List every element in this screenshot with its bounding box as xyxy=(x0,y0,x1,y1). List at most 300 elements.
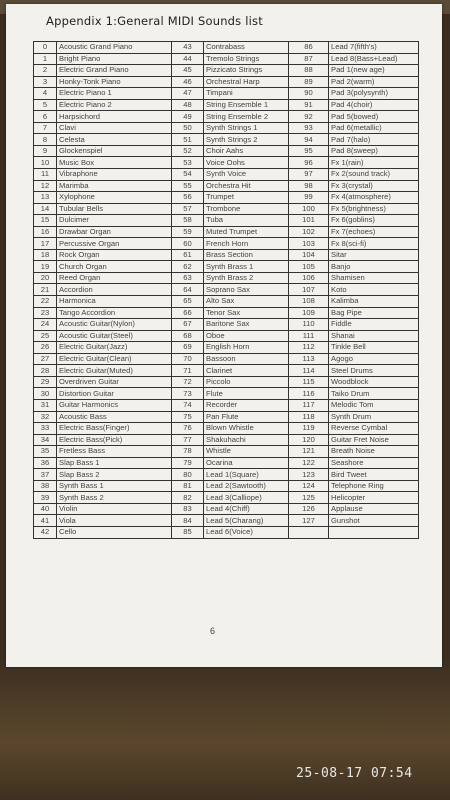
instrument-name: Breath Noise xyxy=(329,446,419,458)
instrument-name: Lead 6(Voice) xyxy=(204,526,289,538)
instrument-name: Baritone Sax xyxy=(204,319,289,331)
instrument-name: Voice Oohs xyxy=(204,157,289,169)
instrument-name: Pizzicato Strings xyxy=(204,65,289,77)
program-number: 124 xyxy=(289,480,329,492)
program-number: 26 xyxy=(34,342,57,354)
instrument-name: Cello xyxy=(57,526,172,538)
program-number: 105 xyxy=(289,261,329,273)
program-number: 76 xyxy=(172,423,204,435)
instrument-name: Xylophone xyxy=(57,192,172,204)
program-number: 103 xyxy=(289,238,329,250)
table-row xyxy=(34,272,419,284)
table-row xyxy=(34,53,419,65)
instrument-name: Pad 2(warm) xyxy=(329,76,419,88)
instrument-name: Synth Strings 1 xyxy=(204,122,289,134)
instrument-name: Fx 7(echoes) xyxy=(329,226,419,238)
table-row xyxy=(34,480,419,492)
instrument-name: Fx 3(crystal) xyxy=(329,180,419,192)
program-number: 19 xyxy=(34,261,57,273)
table-row xyxy=(34,192,419,204)
program-number: 15 xyxy=(34,215,57,227)
program-number: 54 xyxy=(172,169,204,181)
instrument-name: Fx 4(atmosphere) xyxy=(329,192,419,204)
program-number: 42 xyxy=(34,526,57,538)
instrument-name: Electric Guitar(Clean) xyxy=(57,353,172,365)
program-number: 83 xyxy=(172,503,204,515)
program-number: 85 xyxy=(172,526,204,538)
instrument-name: Violin xyxy=(57,503,172,515)
instrument-name: Flute xyxy=(204,388,289,400)
program-number: 89 xyxy=(289,76,329,88)
program-number: 106 xyxy=(289,272,329,284)
table-row xyxy=(34,330,419,342)
program-number: 113 xyxy=(289,353,329,365)
instrument-name: Bright Piano xyxy=(57,53,172,65)
program-number: 25 xyxy=(34,330,57,342)
program-number: 84 xyxy=(172,515,204,527)
table-row xyxy=(34,434,419,446)
instrument-name: Synth Brass 1 xyxy=(204,261,289,273)
program-number: 114 xyxy=(289,365,329,377)
instrument-name: Contrabass xyxy=(204,42,289,54)
program-number: 34 xyxy=(34,434,57,446)
program-number: 66 xyxy=(172,307,204,319)
instrument-name: Bag Pipe xyxy=(329,307,419,319)
program-number: 11 xyxy=(34,169,57,181)
program-number: 74 xyxy=(172,399,204,411)
program-number: 93 xyxy=(289,122,329,134)
instrument-name: Electric Guitar(Jazz) xyxy=(57,342,172,354)
program-number: 88 xyxy=(289,65,329,77)
program-number: 17 xyxy=(34,238,57,250)
program-number: 59 xyxy=(172,226,204,238)
program-number: 52 xyxy=(172,145,204,157)
program-number: 126 xyxy=(289,503,329,515)
program-number: 23 xyxy=(34,307,57,319)
program-number: 119 xyxy=(289,423,329,435)
program-number: 51 xyxy=(172,134,204,146)
instrument-name: Drawbar Organ xyxy=(57,226,172,238)
instrument-name: Pad 4(choir) xyxy=(329,99,419,111)
instrument-name: Dulcimer xyxy=(57,215,172,227)
instrument-name: Alto Sax xyxy=(204,296,289,308)
program-number: 90 xyxy=(289,88,329,100)
program-number: 62 xyxy=(172,261,204,273)
table-row xyxy=(34,365,419,377)
instrument-name: Tenor Sax xyxy=(204,307,289,319)
instrument-name: Muted Trumpet xyxy=(204,226,289,238)
instrument-name: Choir Aahs xyxy=(204,145,289,157)
instrument-name: Ocarina xyxy=(204,457,289,469)
program-number: 6 xyxy=(34,111,57,123)
program-number: 107 xyxy=(289,284,329,296)
table-row xyxy=(34,65,419,77)
program-number: 38 xyxy=(34,480,57,492)
instrument-name: Rock Organ xyxy=(57,249,172,261)
table-row xyxy=(34,203,419,215)
program-number: 57 xyxy=(172,203,204,215)
program-number: 29 xyxy=(34,376,57,388)
instrument-name: Guitar Harmonics xyxy=(57,399,172,411)
table-row xyxy=(34,492,419,504)
instrument-name: Orchestra Hit xyxy=(204,180,289,192)
program-number: 97 xyxy=(289,169,329,181)
program-number: 112 xyxy=(289,342,329,354)
table-row xyxy=(34,307,419,319)
instrument-name: Tremolo Strings xyxy=(204,53,289,65)
instrument-name: Synth Strings 2 xyxy=(204,134,289,146)
program-number: 115 xyxy=(289,376,329,388)
instrument-name: Agogo xyxy=(329,353,419,365)
instrument-name: String Ensemble 1 xyxy=(204,99,289,111)
program-number: 108 xyxy=(289,296,329,308)
instrument-name: Electric Piano 1 xyxy=(57,88,172,100)
instrument-name: Harmonica xyxy=(57,296,172,308)
instrument-name: Blown Whistle xyxy=(204,423,289,435)
instrument-name: Bird Tweet xyxy=(329,469,419,481)
instrument-name: Shakuhachi xyxy=(204,434,289,446)
instrument-name: Steel Drums xyxy=(329,365,419,377)
table-row xyxy=(34,423,419,435)
instrument-name: Shanai xyxy=(329,330,419,342)
program-number: 127 xyxy=(289,515,329,527)
program-number: 18 xyxy=(34,249,57,261)
program-number: 80 xyxy=(172,469,204,481)
instrument-name: Synth Voice xyxy=(204,169,289,181)
instrument-name: Tubular Bells xyxy=(57,203,172,215)
program-number: 64 xyxy=(172,284,204,296)
instrument-name: Acoustic Grand Piano xyxy=(57,42,172,54)
instrument-name: Soprano Sax xyxy=(204,284,289,296)
instrument-name: Oboe xyxy=(204,330,289,342)
instrument-name: Glockenspiel xyxy=(57,145,172,157)
instrument-name: Guitar Fret Noise xyxy=(329,434,419,446)
instrument-name: Pad 5(bowed) xyxy=(329,111,419,123)
instrument-name: Bassoon xyxy=(204,353,289,365)
instrument-name: Percussive Organ xyxy=(57,238,172,250)
table-row xyxy=(34,457,419,469)
instrument-name: Koto xyxy=(329,284,419,296)
program-number: 116 xyxy=(289,388,329,400)
table-row xyxy=(34,296,419,308)
program-number: 101 xyxy=(289,215,329,227)
instrument-name: Accordion xyxy=(57,284,172,296)
program-number: 10 xyxy=(34,157,57,169)
table-row xyxy=(34,157,419,169)
program-number: 77 xyxy=(172,434,204,446)
table-row xyxy=(34,376,419,388)
instrument-name: Fx 5(brightness) xyxy=(329,203,419,215)
program-number: 87 xyxy=(289,53,329,65)
program-number: 60 xyxy=(172,238,204,250)
instrument-name: Pad 8(sweep) xyxy=(329,145,419,157)
instrument-name: Pad 7(halo) xyxy=(329,134,419,146)
instrument-name: Marimba xyxy=(57,180,172,192)
program-number: 44 xyxy=(172,53,204,65)
instrument-name: Lead 2(Sawtooth) xyxy=(204,480,289,492)
instrument-name: Banjo xyxy=(329,261,419,273)
table-row xyxy=(34,284,419,296)
instrument-name: Reverse Cymbal xyxy=(329,423,419,435)
instrument-name: Lead 7(fifth's) xyxy=(329,42,419,54)
instrument-name: String Ensemble 2 xyxy=(204,111,289,123)
table-row xyxy=(34,42,419,54)
instrument-name: Acoustic Guitar(Nylon) xyxy=(57,319,172,331)
table-row xyxy=(34,226,419,238)
program-number: 81 xyxy=(172,480,204,492)
program-number xyxy=(289,526,329,538)
program-number: 4 xyxy=(34,88,57,100)
program-number: 49 xyxy=(172,111,204,123)
photo-timestamp: 25-08-17 07:54 xyxy=(296,766,413,781)
program-number: 122 xyxy=(289,457,329,469)
instrument-name: Telephone Ring xyxy=(329,480,419,492)
instrument-name: Synth Brass 2 xyxy=(204,272,289,284)
program-number: 12 xyxy=(34,180,57,192)
program-number: 14 xyxy=(34,203,57,215)
instrument-name: Brass Section xyxy=(204,249,289,261)
page-number: 6 xyxy=(210,626,216,636)
instrument-name: Reed Organ xyxy=(57,272,172,284)
program-number: 13 xyxy=(34,192,57,204)
program-number: 1 xyxy=(34,53,57,65)
instrument-name: Electric Guitar(Muted) xyxy=(57,365,172,377)
table-row xyxy=(34,111,419,123)
program-number: 102 xyxy=(289,226,329,238)
program-number: 109 xyxy=(289,307,329,319)
instrument-name: Fiddle xyxy=(329,319,419,331)
instrument-name: Pad 1(new age) xyxy=(329,65,419,77)
table-row xyxy=(34,238,419,250)
instrument-name: Trombone xyxy=(204,203,289,215)
table-row xyxy=(34,261,419,273)
program-number: 121 xyxy=(289,446,329,458)
instrument-name: Gunshot xyxy=(329,515,419,527)
program-number: 96 xyxy=(289,157,329,169)
program-number: 70 xyxy=(172,353,204,365)
instrument-name: Shamisen xyxy=(329,272,419,284)
instrument-name: Lead 8(Bass+Lead) xyxy=(329,53,419,65)
instrument-name: Clavi xyxy=(57,122,172,134)
program-number: 24 xyxy=(34,319,57,331)
program-number: 9 xyxy=(34,145,57,157)
program-number: 7 xyxy=(34,122,57,134)
instrument-name: Church Organ xyxy=(57,261,172,273)
program-number: 48 xyxy=(172,99,204,111)
program-number: 111 xyxy=(289,330,329,342)
instrument-name: Melodic Tom xyxy=(329,399,419,411)
instrument-name: Orchestral Harp xyxy=(204,76,289,88)
program-number: 94 xyxy=(289,134,329,146)
table-row xyxy=(34,134,419,146)
instrument-name: Distortion Guitar xyxy=(57,388,172,400)
instrument-name: Overdriven Guitar xyxy=(57,376,172,388)
program-number: 33 xyxy=(34,423,57,435)
instrument-name: Acoustic Guitar(Steel) xyxy=(57,330,172,342)
program-number: 5 xyxy=(34,99,57,111)
program-number: 73 xyxy=(172,388,204,400)
program-number: 56 xyxy=(172,192,204,204)
instrument-name: Electric Piano 2 xyxy=(57,99,172,111)
program-number: 79 xyxy=(172,457,204,469)
table-row xyxy=(34,399,419,411)
instrument-name: Trumpet xyxy=(204,192,289,204)
program-number: 63 xyxy=(172,272,204,284)
program-number: 61 xyxy=(172,249,204,261)
table-row xyxy=(34,180,419,192)
program-number: 117 xyxy=(289,399,329,411)
program-number: 37 xyxy=(34,469,57,481)
instrument-name: Music Box xyxy=(57,157,172,169)
instrument-name: Clarinet xyxy=(204,365,289,377)
program-number: 98 xyxy=(289,180,329,192)
table-row xyxy=(34,353,419,365)
table-row xyxy=(34,122,419,134)
program-number: 8 xyxy=(34,134,57,146)
program-number: 32 xyxy=(34,411,57,423)
instrument-name: Whistle xyxy=(204,446,289,458)
program-number: 123 xyxy=(289,469,329,481)
table-row xyxy=(34,446,419,458)
instrument-name: Pan Flute xyxy=(204,411,289,423)
table-row xyxy=(34,411,419,423)
page-title: Appendix 1:General MIDI Sounds list xyxy=(46,14,263,28)
instrument-name: Vibraphone xyxy=(57,169,172,181)
program-number: 86 xyxy=(289,42,329,54)
instrument-name: Acoustic Bass xyxy=(57,411,172,423)
program-number: 21 xyxy=(34,284,57,296)
instrument-name: English Horn xyxy=(204,342,289,354)
instrument-name: Synth Bass 2 xyxy=(57,492,172,504)
instrument-name: Fx 8(sci-fi) xyxy=(329,238,419,250)
program-number: 46 xyxy=(172,76,204,88)
table-row xyxy=(34,215,419,227)
program-number: 47 xyxy=(172,88,204,100)
program-number: 91 xyxy=(289,99,329,111)
instrument-name: Tango Accordion xyxy=(57,307,172,319)
instrument-name: Electric Bass(Pick) xyxy=(57,434,172,446)
instrument-name: Tuba xyxy=(204,215,289,227)
program-number: 36 xyxy=(34,457,57,469)
instrument-name: Harpsichord xyxy=(57,111,172,123)
instrument-name: Lead 1(Square) xyxy=(204,469,289,481)
instrument-name: Recorder xyxy=(204,399,289,411)
instrument-name: Fx 6(goblins) xyxy=(329,215,419,227)
instrument-name: Honky-Tonk Piano xyxy=(57,76,172,88)
program-number: 58 xyxy=(172,215,204,227)
instrument-name: Synth Drum xyxy=(329,411,419,423)
program-number: 27 xyxy=(34,353,57,365)
instrument-name: Slap Bass 2 xyxy=(57,469,172,481)
program-number: 2 xyxy=(34,65,57,77)
program-number: 16 xyxy=(34,226,57,238)
program-number: 68 xyxy=(172,330,204,342)
instrument-name: Lead 3(Calliope) xyxy=(204,492,289,504)
program-number: 69 xyxy=(172,342,204,354)
instrument-name: Kalimba xyxy=(329,296,419,308)
program-number: 110 xyxy=(289,319,329,331)
instrument-name: Electric Grand Piano xyxy=(57,65,172,77)
midi-table-body xyxy=(34,42,419,539)
instrument-name: Taiko Drum xyxy=(329,388,419,400)
instrument-name: Fx 2(sound track) xyxy=(329,169,419,181)
program-number: 72 xyxy=(172,376,204,388)
instrument-name: Lead 5(Charang) xyxy=(204,515,289,527)
instrument-name: Pad 6(metallic) xyxy=(329,122,419,134)
program-number: 118 xyxy=(289,411,329,423)
table-row xyxy=(34,88,419,100)
program-number: 43 xyxy=(172,42,204,54)
program-number: 55 xyxy=(172,180,204,192)
table-row xyxy=(34,319,419,331)
instrument-name: Fx 1(rain) xyxy=(329,157,419,169)
table-row xyxy=(34,76,419,88)
midi-sounds-table xyxy=(33,41,419,539)
instrument-name: Slap Bass 1 xyxy=(57,457,172,469)
instrument-name: Synth Bass 1 xyxy=(57,480,172,492)
table-row xyxy=(34,342,419,354)
program-number: 39 xyxy=(34,492,57,504)
instrument-name: French Horn xyxy=(204,238,289,250)
table-row xyxy=(34,249,419,261)
instrument-name: Helicopter xyxy=(329,492,419,504)
instrument-name: Seashore xyxy=(329,457,419,469)
program-number: 120 xyxy=(289,434,329,446)
program-number: 78 xyxy=(172,446,204,458)
instrument-name: Tinkle Bell xyxy=(329,342,419,354)
program-number: 30 xyxy=(34,388,57,400)
program-number: 67 xyxy=(172,319,204,331)
instrument-name: Viola xyxy=(57,515,172,527)
table-row xyxy=(34,526,419,538)
program-number: 22 xyxy=(34,296,57,308)
instrument-name: Pad 3(polysynth) xyxy=(329,88,419,100)
instrument-name: Lead 4(Chiff) xyxy=(204,503,289,515)
program-number: 100 xyxy=(289,203,329,215)
program-number: 71 xyxy=(172,365,204,377)
program-number: 50 xyxy=(172,122,204,134)
table-row xyxy=(34,515,419,527)
instrument-name: Woodblock xyxy=(329,376,419,388)
program-number: 28 xyxy=(34,365,57,377)
program-number: 104 xyxy=(289,249,329,261)
program-number: 92 xyxy=(289,111,329,123)
program-number: 125 xyxy=(289,492,329,504)
program-number: 20 xyxy=(34,272,57,284)
program-number: 82 xyxy=(172,492,204,504)
table-row xyxy=(34,169,419,181)
table-row xyxy=(34,145,419,157)
instrument-name: Electric Bass(Finger) xyxy=(57,423,172,435)
instrument-name: Celesta xyxy=(57,134,172,146)
table-row xyxy=(34,469,419,481)
program-number: 75 xyxy=(172,411,204,423)
table-row xyxy=(34,503,419,515)
table-row xyxy=(34,388,419,400)
instrument-name: Applause xyxy=(329,503,419,515)
instrument-name xyxy=(329,526,419,538)
program-number: 41 xyxy=(34,515,57,527)
program-number: 53 xyxy=(172,157,204,169)
table-row xyxy=(34,99,419,111)
program-number: 35 xyxy=(34,446,57,458)
program-number: 95 xyxy=(289,145,329,157)
instrument-name: Piccolo xyxy=(204,376,289,388)
instrument-name: Timpani xyxy=(204,88,289,100)
instrument-name: Sitar xyxy=(329,249,419,261)
program-number: 45 xyxy=(172,65,204,77)
program-number: 31 xyxy=(34,399,57,411)
